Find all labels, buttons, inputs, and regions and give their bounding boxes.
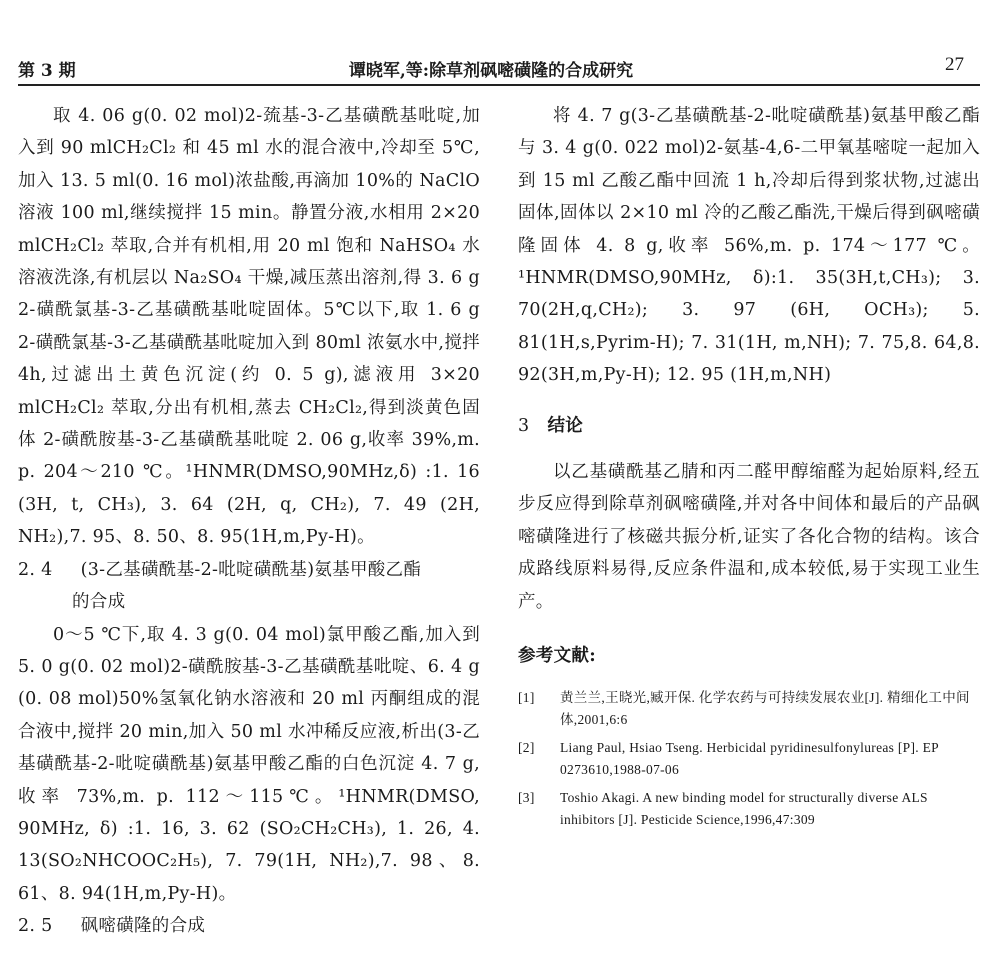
right-column	[518, 100, 980, 837]
running-title: 谭晓军,等:除草剂砜嘧磺隆的合成研究	[348, 61, 634, 81]
paragraph-conclusion: 以乙基磺酰基乙腈和丙二醛甲醇缩醛为起始原料,经五步反应得到除草剂砜嘧磺隆,并对各中间体和最后的产品砜嘧磺隆进行了核磁共振分析,证实了各化合物的结构。该合成路线原料易得,反应条件温和,成本较低,易于实现工业生产。	[518, 462, 980, 612]
issue-label: 第 3 期	[18, 61, 76, 81]
section-3-number: 3	[518, 415, 530, 436]
reference-number: [3]	[518, 789, 535, 805]
paragraph-carbamate-prep: 0～5 ℃下,取 4. 3 g(0. 04 mol)氯甲酸乙酯,加入到 5. 0 g(0. 02 mol)2-磺酰胺基-3-乙基磺酰基吡啶、6. 4 g (0. 08 mol)50%氢氧化钠水溶液和 20 ml 丙酮组成的混合液中,搅拌 20 min,加入 50 ml 水冲稀反应液,析出(3-乙基磺酰基-2-吡啶磺酰基)氨基甲酸乙酯的白色沉淀 4. 7 g,收率 73%,m. p. 112～115℃。¹HNMR(DMSO, 90MHz, δ) :1. 16, 3. 62 (SO₂CH₂CH₃), 1. 26, 4. 13(SO₂NHCOOC₂H₅), 7. 79(1H, NH₂),7. 98、8. 61、8. 94(1H,m,Py-H)。	[18, 624, 480, 904]
page-number: 27	[945, 54, 964, 75]
section-2-4-number: 2. 4	[18, 559, 53, 580]
reference-text: 黄兰兰,王晓光,臧开保. 化学农药与可持续发展农业[J]. 精细化工中间体,2001,6:6	[560, 689, 970, 727]
section-3-heading	[518, 410, 980, 442]
paragraph-rimsulfuron-prep: 将 4. 7 g(3-乙基磺酰基-2-吡啶磺酰基)氨基甲酸乙酯与 3. 4 g(0. 022 mol)2-氨基-4,6-二甲氧基嘧啶一起加入到 15 ml 乙酸乙酯中回流 1 h,冷却后得到浆状物,过滤出固体,固体以 2×10 ml 冷的乙酸乙酯洗,干燥后得到砜嘧磺隆固体 4. 8 g,收率 56%,m. p. 174～177 ℃。¹HNMR(DMSO,90MHz, δ):1. 35(3H,t,CH₃); 3. 70(2H,q,CH₂); 3. 97 (6H, OCH₃); 5. 81(1H,s,Pyrim-H); 7. 31(1H, m,NH); 7. 75,8. 64,8. 92(3H,m,Py-H); 12. 95 (1H,m,NH)	[518, 106, 980, 386]
references-title: 参考文献:	[518, 646, 596, 667]
section-2-5-number: 2. 5	[18, 916, 53, 937]
section-2-4-title-line2: 的合成	[72, 592, 126, 613]
section-2-5-heading	[18, 910, 480, 942]
header-rule	[18, 84, 980, 86]
section-2-4-title-line1: (3-乙基磺酰基-2-吡啶磺酰基)氨基甲酸乙酯	[80, 559, 422, 580]
section-3-title: 结论	[547, 415, 584, 436]
left-column	[18, 100, 480, 943]
reference-list	[518, 687, 980, 831]
reference-item	[518, 787, 980, 831]
reference-text: Toshio Akagi. A new binding model for structurally diverse ALS inhibitors [J]. Pesticide Science,1996,47:309	[560, 789, 928, 827]
reference-number: [2]	[518, 739, 535, 755]
reference-item	[518, 687, 980, 731]
reference-text: Liang Paul, Hsiao Tseng. Herbicidal pyridinesulfonylureas [P]. EP 0273610,1988-07-06	[560, 739, 939, 777]
reference-item	[518, 737, 980, 781]
running-header	[18, 52, 964, 82]
paragraph-sulfonamide-prep: 取 4. 06 g(0. 02 mol)2-巯基-3-乙基磺酰基吡啶,加入到 90 mlCH₂Cl₂ 和 45 ml 水的混合液中,冷却至 5℃,加入 13. 5 ml(0. 16 mol)浓盐酸,再滴加 10%的 NaClO 溶液 100 ml,继续搅拌 15 min。静置分液,水相用 2×20 mlCH₂Cl₂ 萃取,合并有机相,用 20 ml 饱和 NaHSO₄ 水溶液洗涤,有机层以 Na₂SO₄ 干燥,减压蒸出溶剂,得 3. 6 g 2-磺酰氯基-3-乙基磺酰基吡啶固体。5℃以下,取 1. 6 g 2-磺酰氯基-3-乙基磺酰基吡啶加入到 80ml 浓氨水中,搅拌 4h,过滤出土黄色沉淀(约 0. 5 g),滤液用 3×20 mlCH₂Cl₂ 萃取,分出有机相,蒸去 CH₂Cl₂,得到淡黄色固体 2-磺酰胺基-3-乙基磺酰基吡啶 2. 06 g,收率 39%,m. p. 204～210 ℃。¹HNMR(DMSO,90MHz,δ) :1. 16 (3H, t, CH₃), 3. 64 (2H, q, CH₂), 7. 49 (2H, NH₂),7. 95、8. 50、8. 95(1H,m,Py-H)。	[18, 106, 480, 548]
section-2-4-heading	[18, 554, 480, 619]
reference-number: [1]	[518, 689, 535, 705]
section-2-5-title: 砜嘧磺隆的合成	[80, 916, 206, 937]
